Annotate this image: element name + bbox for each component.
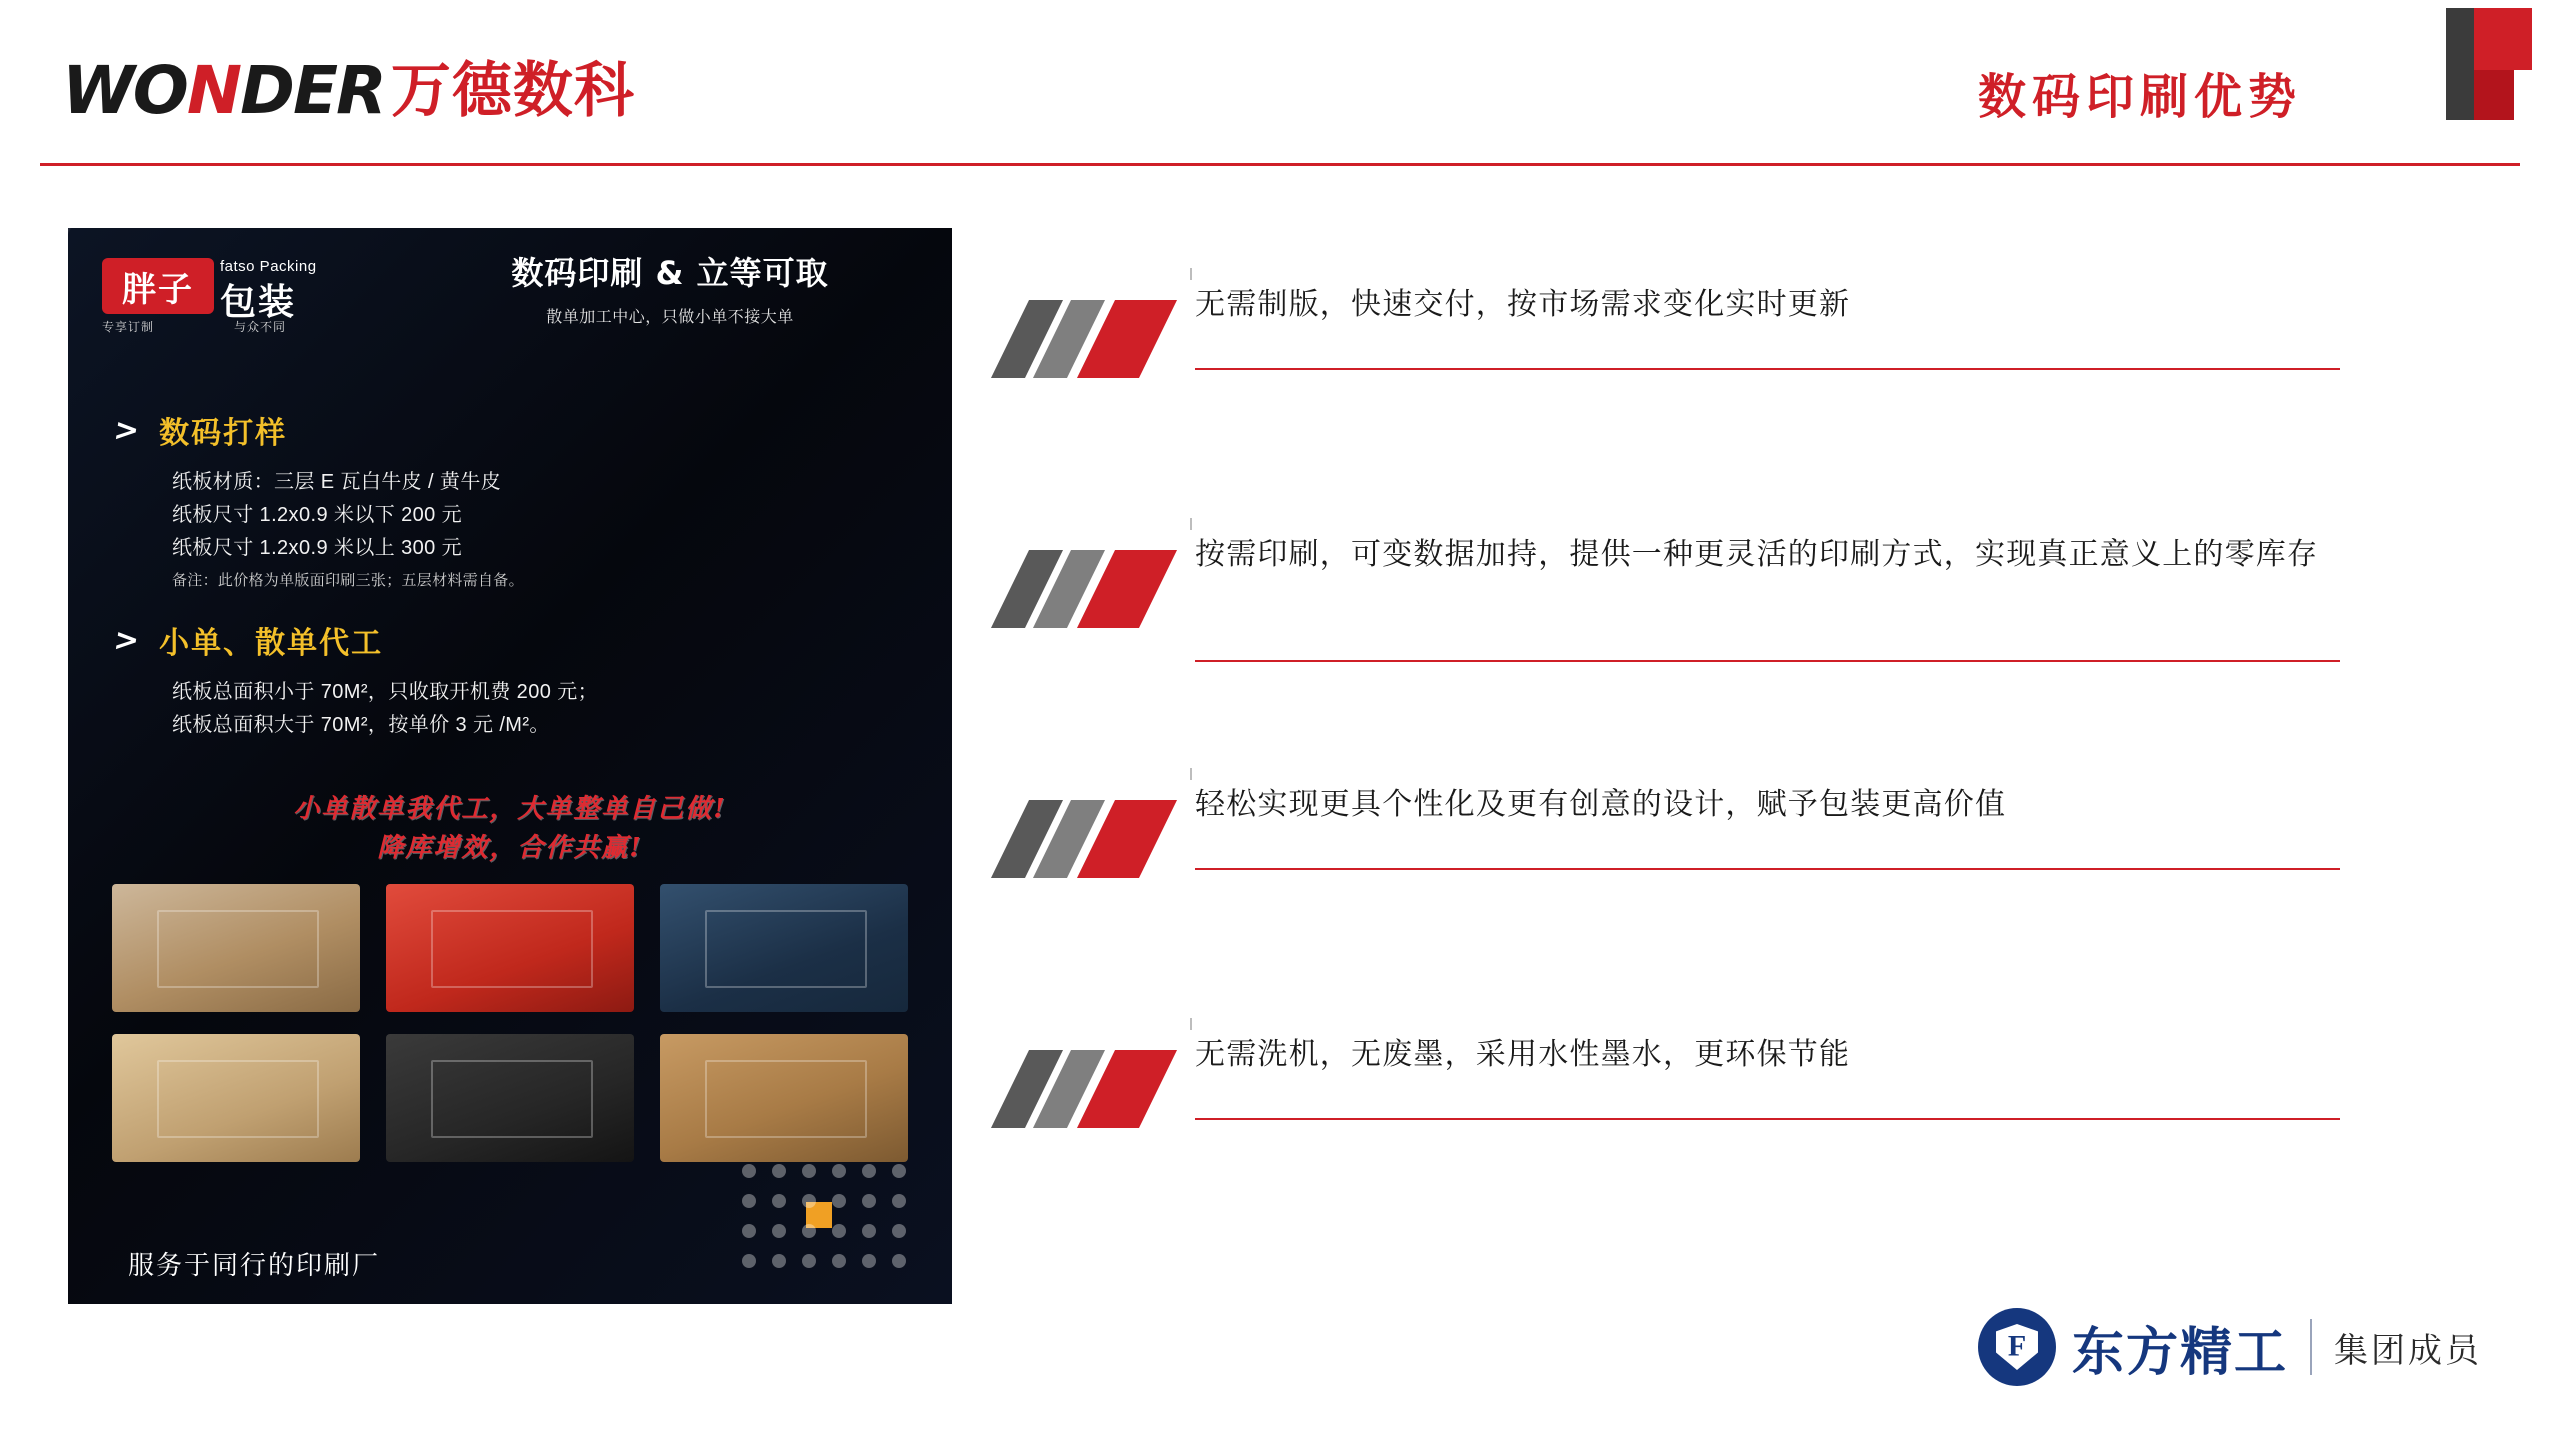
poster-section1-line3: 纸板尺寸 1.2x0.9 米以上 300 元 <box>172 537 463 559</box>
chevron-right-icon: > <box>111 412 144 448</box>
advantage-text: 按需印刷，可变数据加持，提供一种更灵活的印刷方式，实现真正意义上的零库存 <box>1195 537 2319 572</box>
advantage-text: 无需制版，快速交付，按市场需求变化实时更新 <box>1195 287 1851 322</box>
advantage-underline <box>1195 868 2340 870</box>
advantage-item <box>1010 268 2340 518</box>
poster-section1-note: 备注：此价格为单版面印刷三张；五层材料需自备。 <box>172 572 524 589</box>
poster-section1-lines <box>172 466 914 565</box>
advantage-item <box>1010 1018 2340 1268</box>
poster-section1-line2: 纸板尺寸 1.2x0.9 米以下 200 元 <box>172 504 463 526</box>
poster-headline-sub: 散单加工中心，只做小单不接大单 <box>546 309 794 326</box>
poster-section-proofing <box>111 408 914 590</box>
advantage-item <box>1010 768 2340 1018</box>
poster-section2-line1: 纸板总面积小于 70M²，只收取开机费 200 元； <box>172 681 599 703</box>
advantage-item <box>1010 518 2340 768</box>
chevron-right-icon: > <box>111 622 144 658</box>
footer-company-logo <box>1978 1304 2482 1390</box>
tick-mark-icon <box>1190 1018 1192 1030</box>
poster-slogan-line1: 小单散单我代工，大单整单自己做! <box>293 794 727 824</box>
tick-mark-icon <box>1190 268 1192 280</box>
chevron-arrows-icon <box>1010 800 1180 878</box>
product-thumbnail <box>386 1034 634 1162</box>
footer-member-label: 集团成员 <box>2334 1330 2482 1371</box>
footer-divider <box>2310 1319 2312 1375</box>
poster-product-thumbnails <box>112 884 912 1162</box>
poster-dot-pattern-icon <box>742 1164 922 1284</box>
poster-headline-main: 数码印刷 & 立等可取 <box>511 254 829 292</box>
poster-section2-title-row <box>111 618 914 662</box>
slide-header <box>0 0 2560 176</box>
poster-brand-badge: 胖子 <box>102 258 214 314</box>
logo-chinese-name: 万德数科 <box>390 56 635 126</box>
poster-slogan <box>68 790 952 868</box>
advantage-underline <box>1195 368 2340 370</box>
product-thumbnail <box>112 1034 360 1162</box>
poster-footer-text: 服务于同行的印刷厂 <box>128 1251 381 1281</box>
poster-brand-sub-left: 专享订制 <box>102 320 155 334</box>
page-title: 数码印刷优势 <box>1977 69 2302 125</box>
poster-section2-line2: 纸板总面积大于 70M²，按单价 3 元 /M²。 <box>172 714 550 736</box>
corner-decoration-icon <box>2446 8 2532 120</box>
poster-section1-title: 数码打样 <box>159 416 288 451</box>
tick-mark-icon <box>1190 768 1192 780</box>
poster-section2-title: 小单、散单代工 <box>159 626 384 661</box>
poster-headline <box>420 248 920 327</box>
chevron-arrows-icon <box>1010 300 1180 378</box>
advantage-text: 无需洗机，无废墨，采用水性墨水，更环保节能 <box>1195 1037 1851 1072</box>
chevron-arrows-icon <box>1010 1050 1180 1128</box>
poster-image <box>68 228 952 1304</box>
poster-slogan-line2: 降库增效，合作共赢! <box>377 833 643 863</box>
logo-wordmark-accent: N <box>186 52 241 129</box>
advantage-underline <box>1195 1118 2340 1120</box>
poster-section-oem <box>111 618 914 742</box>
chevron-arrows-icon <box>1010 550 1180 628</box>
poster-brand-logo <box>102 254 362 340</box>
logo-wordmark <box>62 52 385 129</box>
poster-section1-title-row <box>111 408 914 452</box>
footer-company-name: 东方精工 <box>2071 1322 2288 1383</box>
advantage-text: 轻松实现更具个性化及更有创意的设计，赋予包装更高价值 <box>1195 787 2007 822</box>
poster-brand-chinese: 包装 <box>220 282 297 323</box>
product-thumbnail <box>660 884 908 1012</box>
company-emblem-icon <box>1978 1308 2056 1386</box>
logo-wordmark-part1: WO <box>62 52 187 129</box>
wonder-logo <box>62 52 635 129</box>
poster-section2-lines <box>172 676 914 742</box>
advantages-list <box>1010 268 2340 1268</box>
product-thumbnail <box>112 884 360 1012</box>
poster-brand-english: fatso Packing <box>220 258 317 275</box>
header-divider <box>40 163 2520 166</box>
product-thumbnail <box>386 884 634 1012</box>
logo-wordmark-part2: DER <box>240 52 385 129</box>
poster-brand-sub-right: 与众不同 <box>234 320 287 334</box>
product-thumbnail <box>660 1034 908 1162</box>
poster-section1-line1: 纸板材质：三层 E 瓦白牛皮 / 黄牛皮 <box>172 471 502 493</box>
advantage-underline <box>1195 660 2340 662</box>
tick-mark-icon <box>1190 518 1192 530</box>
